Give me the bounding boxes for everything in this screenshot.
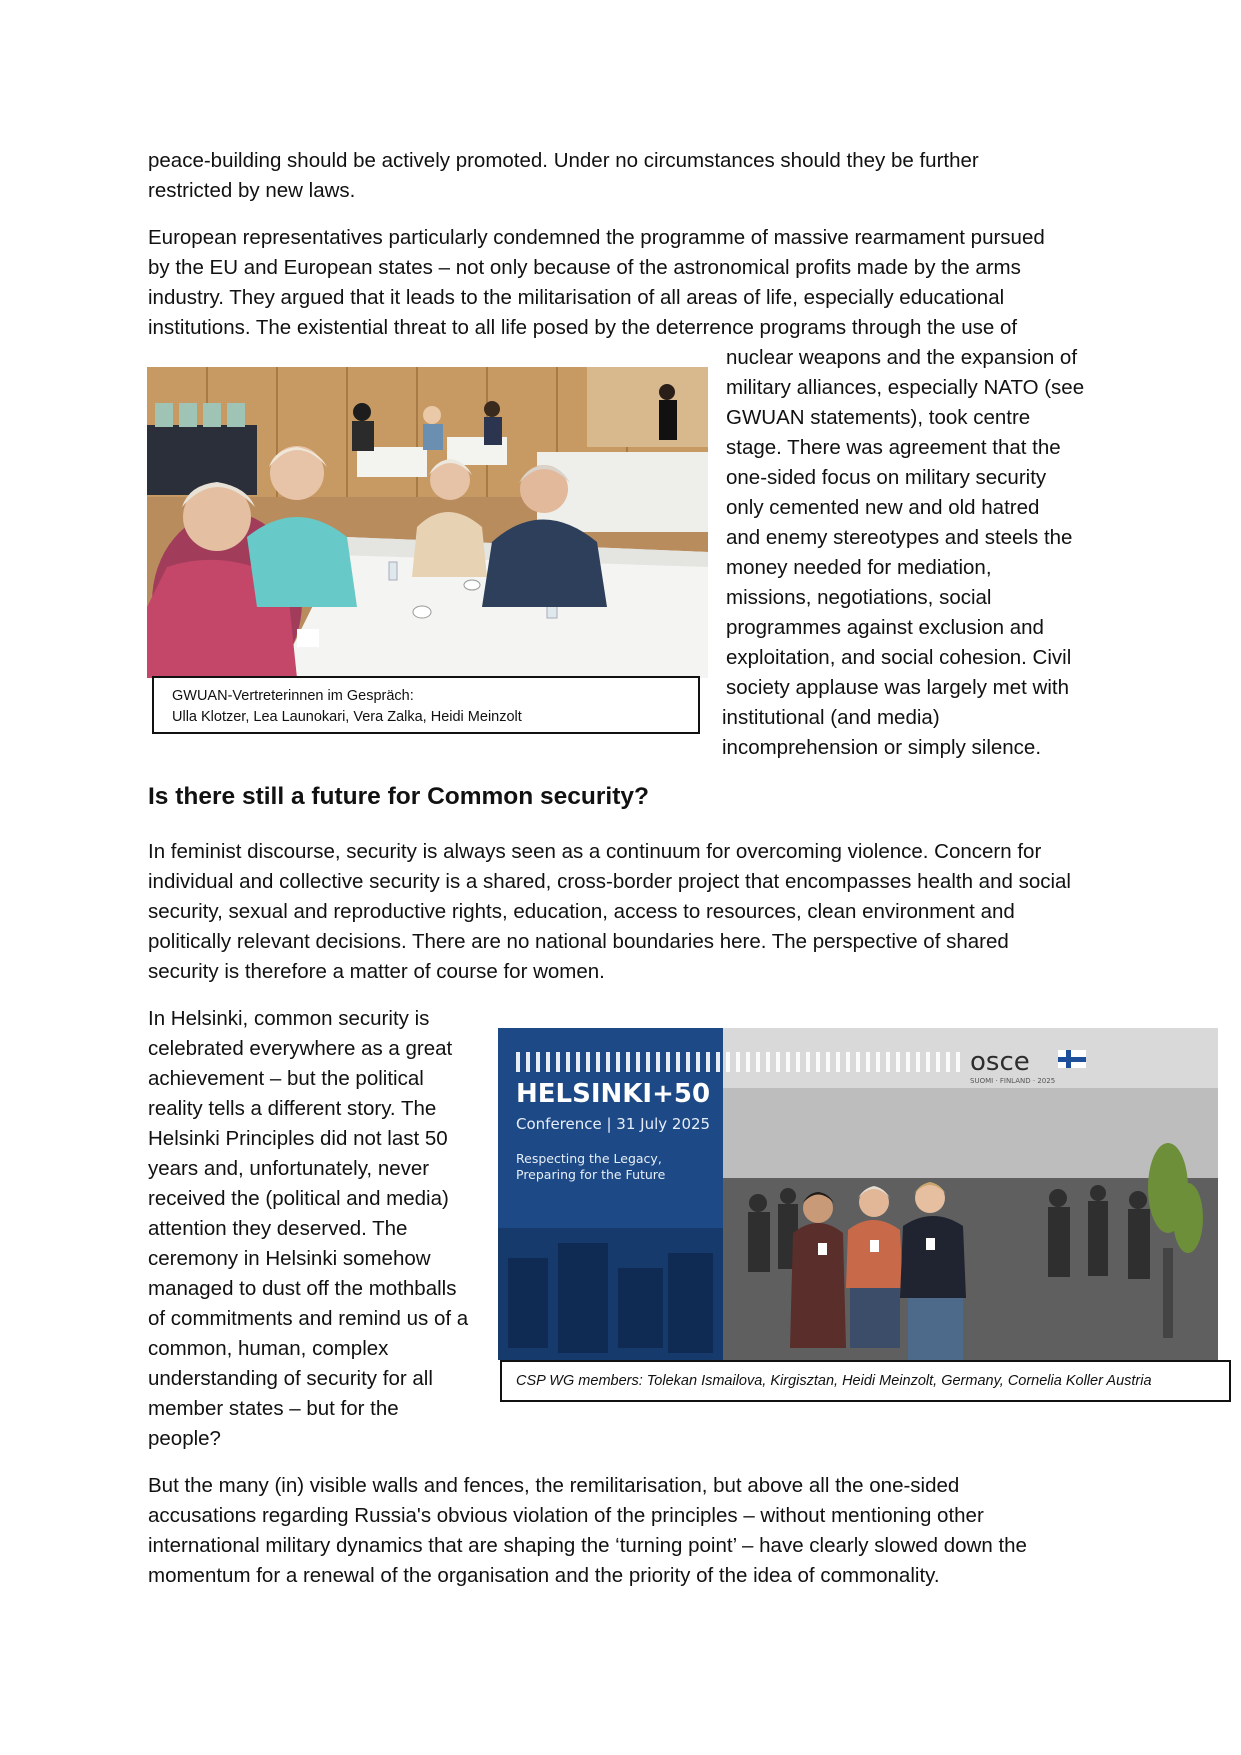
paragraph-wrap-tail — [722, 703, 1041, 763]
text-line: member states – but for the — [148, 1397, 399, 1420]
text-line: received the (political and media) — [148, 1187, 449, 1210]
text-line: common, human, complex — [148, 1337, 389, 1360]
text-line: individual and collective security is a shared, cross-border project that encompasses health and social — [148, 870, 1071, 893]
text-line: money needed for mediation, — [726, 556, 992, 579]
text-line: Helsinki Principles did not last 50 — [148, 1127, 448, 1150]
banner-title: HELSINKI+50 — [516, 1079, 711, 1109]
text-line: understanding of security for all — [148, 1367, 433, 1390]
text-line: momentum for a renewal of the organisation and the priority of the idea of commonality. — [148, 1564, 940, 1587]
text-line: accusations regarding Russia's obvious violation of the principles – without mentioning other — [148, 1504, 984, 1527]
text-line: of commitments and remind us of a — [148, 1307, 469, 1330]
paragraph-continuation — [148, 146, 979, 206]
text-line: exploitation, and social cohesion. Civil — [726, 646, 1072, 669]
meeting-photo — [147, 367, 708, 678]
text-line: only cemented new and old hatred — [726, 496, 1040, 519]
text-line: In Helsinki, common security is — [148, 1007, 430, 1030]
text-line: managed to dust off the mothballs — [148, 1277, 457, 1300]
paragraph-wrap-right — [726, 343, 1084, 703]
text-line: institutional (and media) — [722, 706, 940, 729]
text-line: programmes against exclusion and — [726, 616, 1044, 639]
text-line: ceremony in Helsinki somehow — [148, 1247, 431, 1270]
osce-logo: osce — [970, 1047, 1030, 1077]
text-line: incomprehension or simply silence. — [722, 736, 1042, 759]
photo-caption-helsinki: CSP WG members: Tolekan Ismailova, Kirgisztan, Heidi Meinzolt, Germany, Cornelia Koller Austria — [500, 1360, 1231, 1402]
text-line: industry. They argued that it leads to the militarisation of all areas of life, especially educational — [148, 286, 1005, 309]
caption-line: GWUAN-Vertreterinnen im Gespräch: — [172, 688, 414, 704]
paragraph-helsinki — [148, 1004, 468, 1454]
text-line: security, sexual and reproductive rights, education, access to resources, clean environment and — [148, 900, 1015, 923]
text-line: international military dynamics that are shaping the ‘turning point’ – have clearly slowed down the — [148, 1534, 1027, 1557]
text-line: military alliances, especially NATO (see — [726, 376, 1085, 399]
text-line: celebrated everywhere as a great — [148, 1037, 453, 1060]
text-line: attention they deserved. The — [148, 1217, 408, 1240]
text-line: stage. There was agreement that the — [726, 436, 1061, 459]
text-line: missions, negotiations, social — [726, 586, 992, 609]
text-line: restricted by new laws. — [148, 179, 356, 202]
text-line: nuclear weapons and the expansion of — [726, 346, 1078, 369]
text-line: politically relevant decisions. There are no national boundaries here. The perspective of shared — [148, 930, 1009, 953]
helsinki-conference-photo — [498, 1028, 1218, 1360]
photo-caption-meeting — [152, 676, 700, 734]
section-heading: Is there still a future for Common security? — [148, 783, 649, 810]
text-line: institutions. The existential threat to all life posed by the deterrence programs through the use of — [148, 316, 1018, 339]
text-line: In feminist discourse, security is always seen as a continuum for overcoming violence. Concern for — [148, 840, 1042, 863]
paragraph-rearmament — [148, 223, 1045, 343]
paragraph-feminist-discourse — [148, 837, 1071, 987]
people-group — [790, 1182, 966, 1360]
text-line: and enemy stereotypes and steels the — [726, 526, 1073, 549]
paragraph-conclusion — [148, 1471, 1027, 1591]
text-line: European representatives particularly condemned the programme of massive rearmament pursued — [148, 226, 1045, 249]
text-line: But the many (in) visible walls and fences, the remilitarisation, but above all the one-sided — [148, 1474, 960, 1497]
text-line: achievement – but the political — [148, 1067, 424, 1090]
banner-tagline: Respecting the Legacy, — [516, 1151, 662, 1166]
text-line: GWUAN statements), took centre — [726, 406, 1031, 429]
text-line: years and, unfortunately, never — [148, 1157, 430, 1180]
text-line: one-sided focus on military security — [726, 466, 1047, 489]
banner-conference: Conference | 31 July 2025 — [516, 1115, 711, 1133]
osce-logo-subtitle: SUOMI · FINLAND · 2025 — [970, 1077, 1056, 1085]
text-line: society applause was largely met with — [726, 676, 1069, 699]
text-line: peace-building should be actively promoted. Under no circumstances should they be further — [148, 149, 979, 172]
text-line: by the EU and European states – not only because of the astronomical profits made by the arms — [148, 256, 1021, 279]
text-line: reality tells a different story. The — [148, 1097, 437, 1120]
text-line: people? — [148, 1427, 221, 1450]
caption-line: Ulla Klotzer, Lea Launokari, Vera Zalka, Heidi Meinzolt — [172, 709, 522, 725]
text-line: security is therefore a matter of course for women. — [148, 960, 605, 983]
banner-tagline: Preparing for the Future — [516, 1167, 666, 1182]
finland-flag-icon — [1058, 1050, 1086, 1068]
